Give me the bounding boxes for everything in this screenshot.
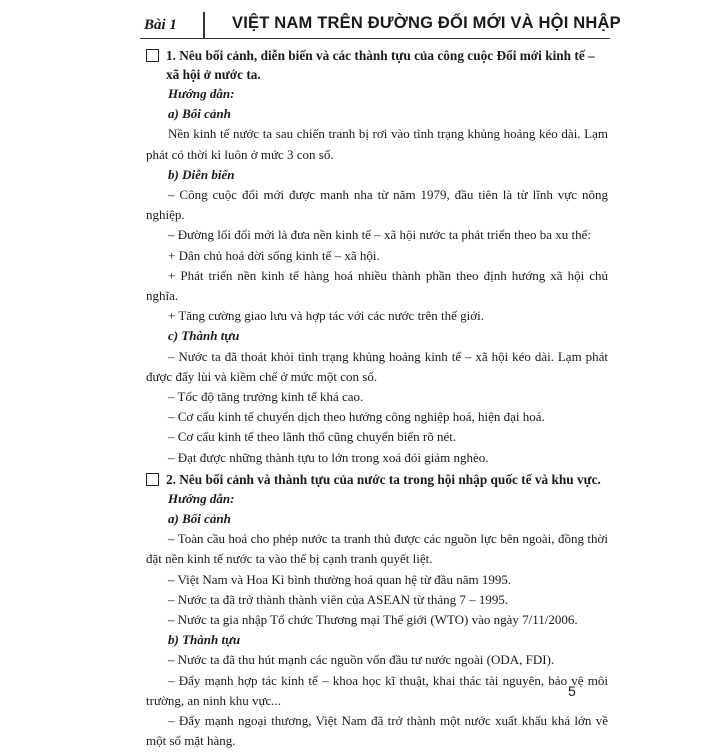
checkbox-square-icon bbox=[146, 473, 159, 486]
header-divider bbox=[203, 12, 205, 38]
paragraph: – Tốc độ tăng trưởng kinh tế khá cao. bbox=[168, 389, 364, 405]
question-1-title: 1. Nêu bối cảnh, diễn biến và các thành tựu của công cuộc Đổi mới kinh tế – xã hội ở nước ta. bbox=[166, 48, 595, 82]
paragraph: – Đường lối đổi mới là đưa nền kinh tế – xã hội nước ta phát triển theo ba xu thế: bbox=[168, 227, 592, 243]
paragraph: – Nước ta đã thu hút mạnh các nguồn vốn đầu tư nước ngoài (ODA, FDI). bbox=[168, 652, 555, 668]
paragraph: + Dân chủ hoá đời sống kinh tế – xã hội. bbox=[168, 247, 380, 263]
paragraph: – Cơ cấu kinh tế theo lãnh thổ cũng chuyển biến rõ nét. bbox=[168, 429, 457, 445]
question-2 bbox=[146, 470, 608, 489]
question-1 bbox=[146, 46, 608, 84]
paragraph: – Cơ cấu kinh tế chuyển dịch theo hướng công nghiệp hoá, hiện đại hoá. bbox=[168, 409, 545, 425]
section-heading: b) Diễn biến bbox=[168, 166, 235, 182]
paragraph: – Nước ta gia nhập Tổ chức Thương mại Thế giới (WTO) vào ngày 7/11/2006. bbox=[168, 612, 578, 628]
paragraph: – Toàn cầu hoá cho phép nước ta tranh thủ được các nguồn lực bên ngoài, đồng thời đặt nền kinh tế nước ta vào thế bị cạnh tranh quyết liệt. bbox=[146, 531, 608, 567]
paragraph: – Đẩy mạnh ngoại thương, Việt Nam đã trở thành một nước xuất khẩu khá lớn về một số mặt hàng. bbox=[146, 713, 608, 749]
lesson-label: Bài 1 bbox=[144, 17, 177, 33]
section-heading: a) Bối cảnh bbox=[168, 511, 231, 527]
question-2-title: 2. Nêu bối cảnh và thành tựu của nước ta trong hội nhập quốc tế và khu vực. bbox=[166, 471, 601, 487]
paragraph: – Đạt được những thành tựu to lớn trong xoá đói giảm nghèo. bbox=[168, 449, 489, 465]
chapter-title: VIỆT NAM TRÊN ĐƯỜNG ĐỔI MỚI VÀ HỘI NHẬP bbox=[232, 14, 621, 32]
checkbox-square-icon bbox=[146, 49, 159, 62]
page-content bbox=[146, 44, 608, 752]
paragraph: – Đẩy mạnh hợp tác kinh tế – khoa học kĩ thuật, khai thác tài nguyên, bảo vệ môi trường, an ninh khu vực... bbox=[146, 672, 608, 708]
section-heading: b) Thành tựu bbox=[168, 632, 241, 648]
section-heading: a) Bối cảnh bbox=[168, 106, 231, 122]
section-heading: c) Thành tựu bbox=[168, 328, 240, 344]
guide-label: Hướng dẫn: bbox=[168, 86, 235, 101]
paragraph: – Việt Nam và Hoa Kì bình thường hoá quan hệ từ đầu năm 1995. bbox=[168, 571, 512, 587]
page-header bbox=[140, 8, 621, 39]
paragraph: + Tăng cường giao lưu và hợp tác với các nước trên thế giới. bbox=[168, 308, 485, 324]
paragraph: Nền kinh tế nước ta sau chiến tranh bị rơi vào tình trạng khủng hoảng kéo dài. Lạm phát có thời kì luôn ở mức 3 con số. bbox=[146, 126, 608, 162]
paragraph: – Công cuộc đổi mới được manh nha từ năm 1979, đầu tiên là từ lĩnh vực nông nghiệp. bbox=[146, 187, 608, 223]
guide-label: Hướng dẫn: bbox=[168, 490, 235, 506]
paragraph: – Nước ta đã thoát khỏi tình trạng khủng hoảng kinh tế – xã hội kéo dài. Lạm phát được đẩy lùi và kiềm chế ở mức một con số. bbox=[146, 348, 608, 384]
paragraph: + Phát triển nền kinh tế hàng hoá nhiều thành phần theo định hướng xã hội chủ nghĩa. bbox=[146, 267, 608, 304]
page-number: 5 bbox=[568, 683, 576, 699]
paragraph: – Nước ta đã trở thành thành viên của ASEAN từ tháng 7 – 1995. bbox=[168, 591, 509, 607]
